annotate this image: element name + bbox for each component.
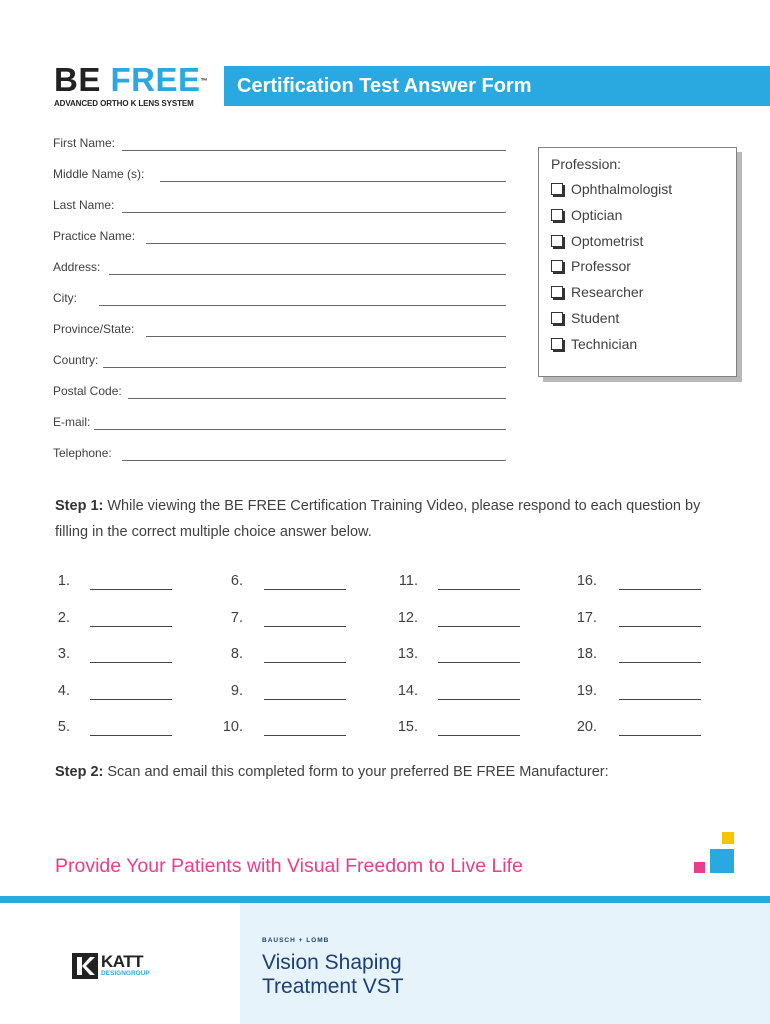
step-2-text: Scan and email this completed form to your preferred BE FREE Manufacturer: [103,764,609,780]
country-field[interactable] [53,353,506,371]
answer-number: 14. [397,683,418,699]
answer-number: 8. [230,646,243,662]
profession-option-optician[interactable] [551,207,622,223]
answer-blank[interactable] [619,735,701,736]
footer-divider [0,896,770,903]
field-underline[interactable] [128,398,506,399]
option-label: Optician [571,207,623,223]
field-label: Telephone: [53,446,112,460]
pink-square-decoration [694,862,705,873]
option-label: Technician [571,336,638,352]
province-state-field[interactable] [53,322,506,340]
answer-number: 5. [57,719,70,735]
city-field[interactable] [53,291,506,309]
step-2-label: Step 2: [55,764,104,780]
step-1-instructions [55,493,715,545]
answer-number: 20. [576,719,597,735]
answer-number: 17. [576,610,597,626]
answer-blank[interactable] [619,699,701,700]
profession-option-technician[interactable] [551,336,637,352]
profession-option-ophthalmologist[interactable] [551,181,672,197]
profession-option-student[interactable] [551,310,619,326]
field-underline[interactable] [103,367,506,368]
answer-blank[interactable] [619,589,701,590]
answer-blank[interactable] [619,626,701,627]
field-underline[interactable] [94,429,506,430]
option-label: Ophthalmologist [571,181,673,197]
answer-blank[interactable] [264,662,346,663]
vst-logo [262,951,404,999]
field-underline[interactable] [99,305,506,306]
answer-blank[interactable] [90,589,172,590]
field-underline[interactable] [160,181,506,182]
step-1-text: While viewing the BE FREE Certification Training Video, please respond to each question by filling in the correct multiple choice answer below. [55,498,701,540]
field-label: Postal Code: [53,384,122,398]
bausch-lomb-logo: BAUSCH + LOMB [262,937,330,944]
option-label: Researcher [571,284,644,300]
field-label: Middle Name (s): [53,167,145,181]
logo-subtitle: ADVANCED ORTHO K LENS SYSTEM [54,99,194,108]
field-label: First Name: [53,136,116,150]
field-label: E-mail: [53,415,91,429]
logo-free-text: FREE [110,61,201,98]
form-title: Certification Test Answer Form [237,75,532,97]
middle-name-field[interactable] [53,167,506,185]
field-label: Address: [53,260,101,274]
field-label: Province/State: [53,322,135,336]
answer-number: 9. [230,683,243,699]
field-underline[interactable] [146,243,506,244]
answer-number: 7. [230,610,243,626]
profession-title: Profession: [551,156,622,172]
field-underline[interactable] [122,212,506,213]
be-free-logo [54,61,209,108]
answer-number: 19. [576,683,597,699]
telephone-field[interactable] [53,446,506,464]
answer-number: 16. [576,573,597,589]
field-underline[interactable] [122,150,506,151]
practice-name-field[interactable] [53,229,506,247]
checkbox[interactable] [551,312,563,324]
answer-number: 11. [398,573,418,589]
profession-option-professor[interactable] [551,258,631,274]
answer-blank[interactable] [90,662,172,663]
vst-line-2: Treatment VST [262,975,404,998]
answer-number: 10. [222,719,243,735]
checkbox[interactable] [551,183,563,195]
field-label: Country: [53,353,99,367]
step-1-label: Step 1: [55,498,104,514]
answer-blank[interactable] [438,626,520,627]
field-label: Practice Name: [53,229,136,243]
answer-number: 2. [57,610,70,626]
logo-trademark: ™ [200,78,209,85]
answer-number: 1. [57,573,70,589]
answer-blank[interactable] [90,699,172,700]
answer-blank[interactable] [619,662,701,663]
last-name-field[interactable] [53,198,506,216]
checkbox[interactable] [551,286,563,298]
answer-blank[interactable] [264,589,346,590]
answer-blank[interactable] [438,662,520,663]
profession-option-researcher[interactable] [551,284,643,300]
checkbox[interactable] [551,338,563,350]
profession-option-optometrist[interactable] [551,233,643,249]
option-label: Student [571,310,620,326]
tagline: Provide Your Patients with Visual Freedom to Live Life [55,855,523,877]
step-2-instructions [55,759,715,785]
answer-blank[interactable] [264,699,346,700]
first-name-field[interactable] [53,136,506,154]
option-label: Optometrist [571,233,644,249]
answer-blank[interactable] [90,735,172,736]
profession-box [538,147,737,377]
katt-subtitle: DESIGNGROUP [101,970,150,977]
answer-blank[interactable] [438,699,520,700]
answer-number: 12. [397,610,418,626]
answer-blank[interactable] [90,626,172,627]
answer-number: 6. [230,573,243,589]
answer-number: 18. [576,646,597,662]
field-underline[interactable] [146,336,506,337]
answer-number: 15. [397,719,418,735]
answer-blank[interactable] [438,735,520,736]
katt-k-icon [72,953,98,979]
title-banner [224,66,770,106]
address-field[interactable] [53,260,506,278]
answer-number: 3. [57,646,70,662]
katt-name: KATT [101,952,144,971]
answer-blank[interactable] [264,735,346,736]
email-field[interactable] [53,415,506,433]
logo-be-text: BE [54,61,101,98]
field-underline[interactable] [109,274,506,275]
answer-number: 4. [57,683,70,699]
vst-line-1: Vision Shaping [262,951,402,974]
answer-blank[interactable] [438,589,520,590]
answer-number: 13. [397,646,418,662]
yellow-square-decoration [722,832,734,844]
field-label: City: [53,291,77,305]
field-label: Last Name: [53,198,115,212]
checkbox[interactable] [551,209,563,221]
postal-code-field[interactable] [53,384,506,402]
option-label: Professor [571,258,631,274]
blue-square-decoration [710,849,734,873]
field-underline[interactable] [122,460,506,461]
answer-blank[interactable] [264,626,346,627]
checkbox[interactable] [551,235,563,247]
checkbox[interactable] [551,260,563,272]
